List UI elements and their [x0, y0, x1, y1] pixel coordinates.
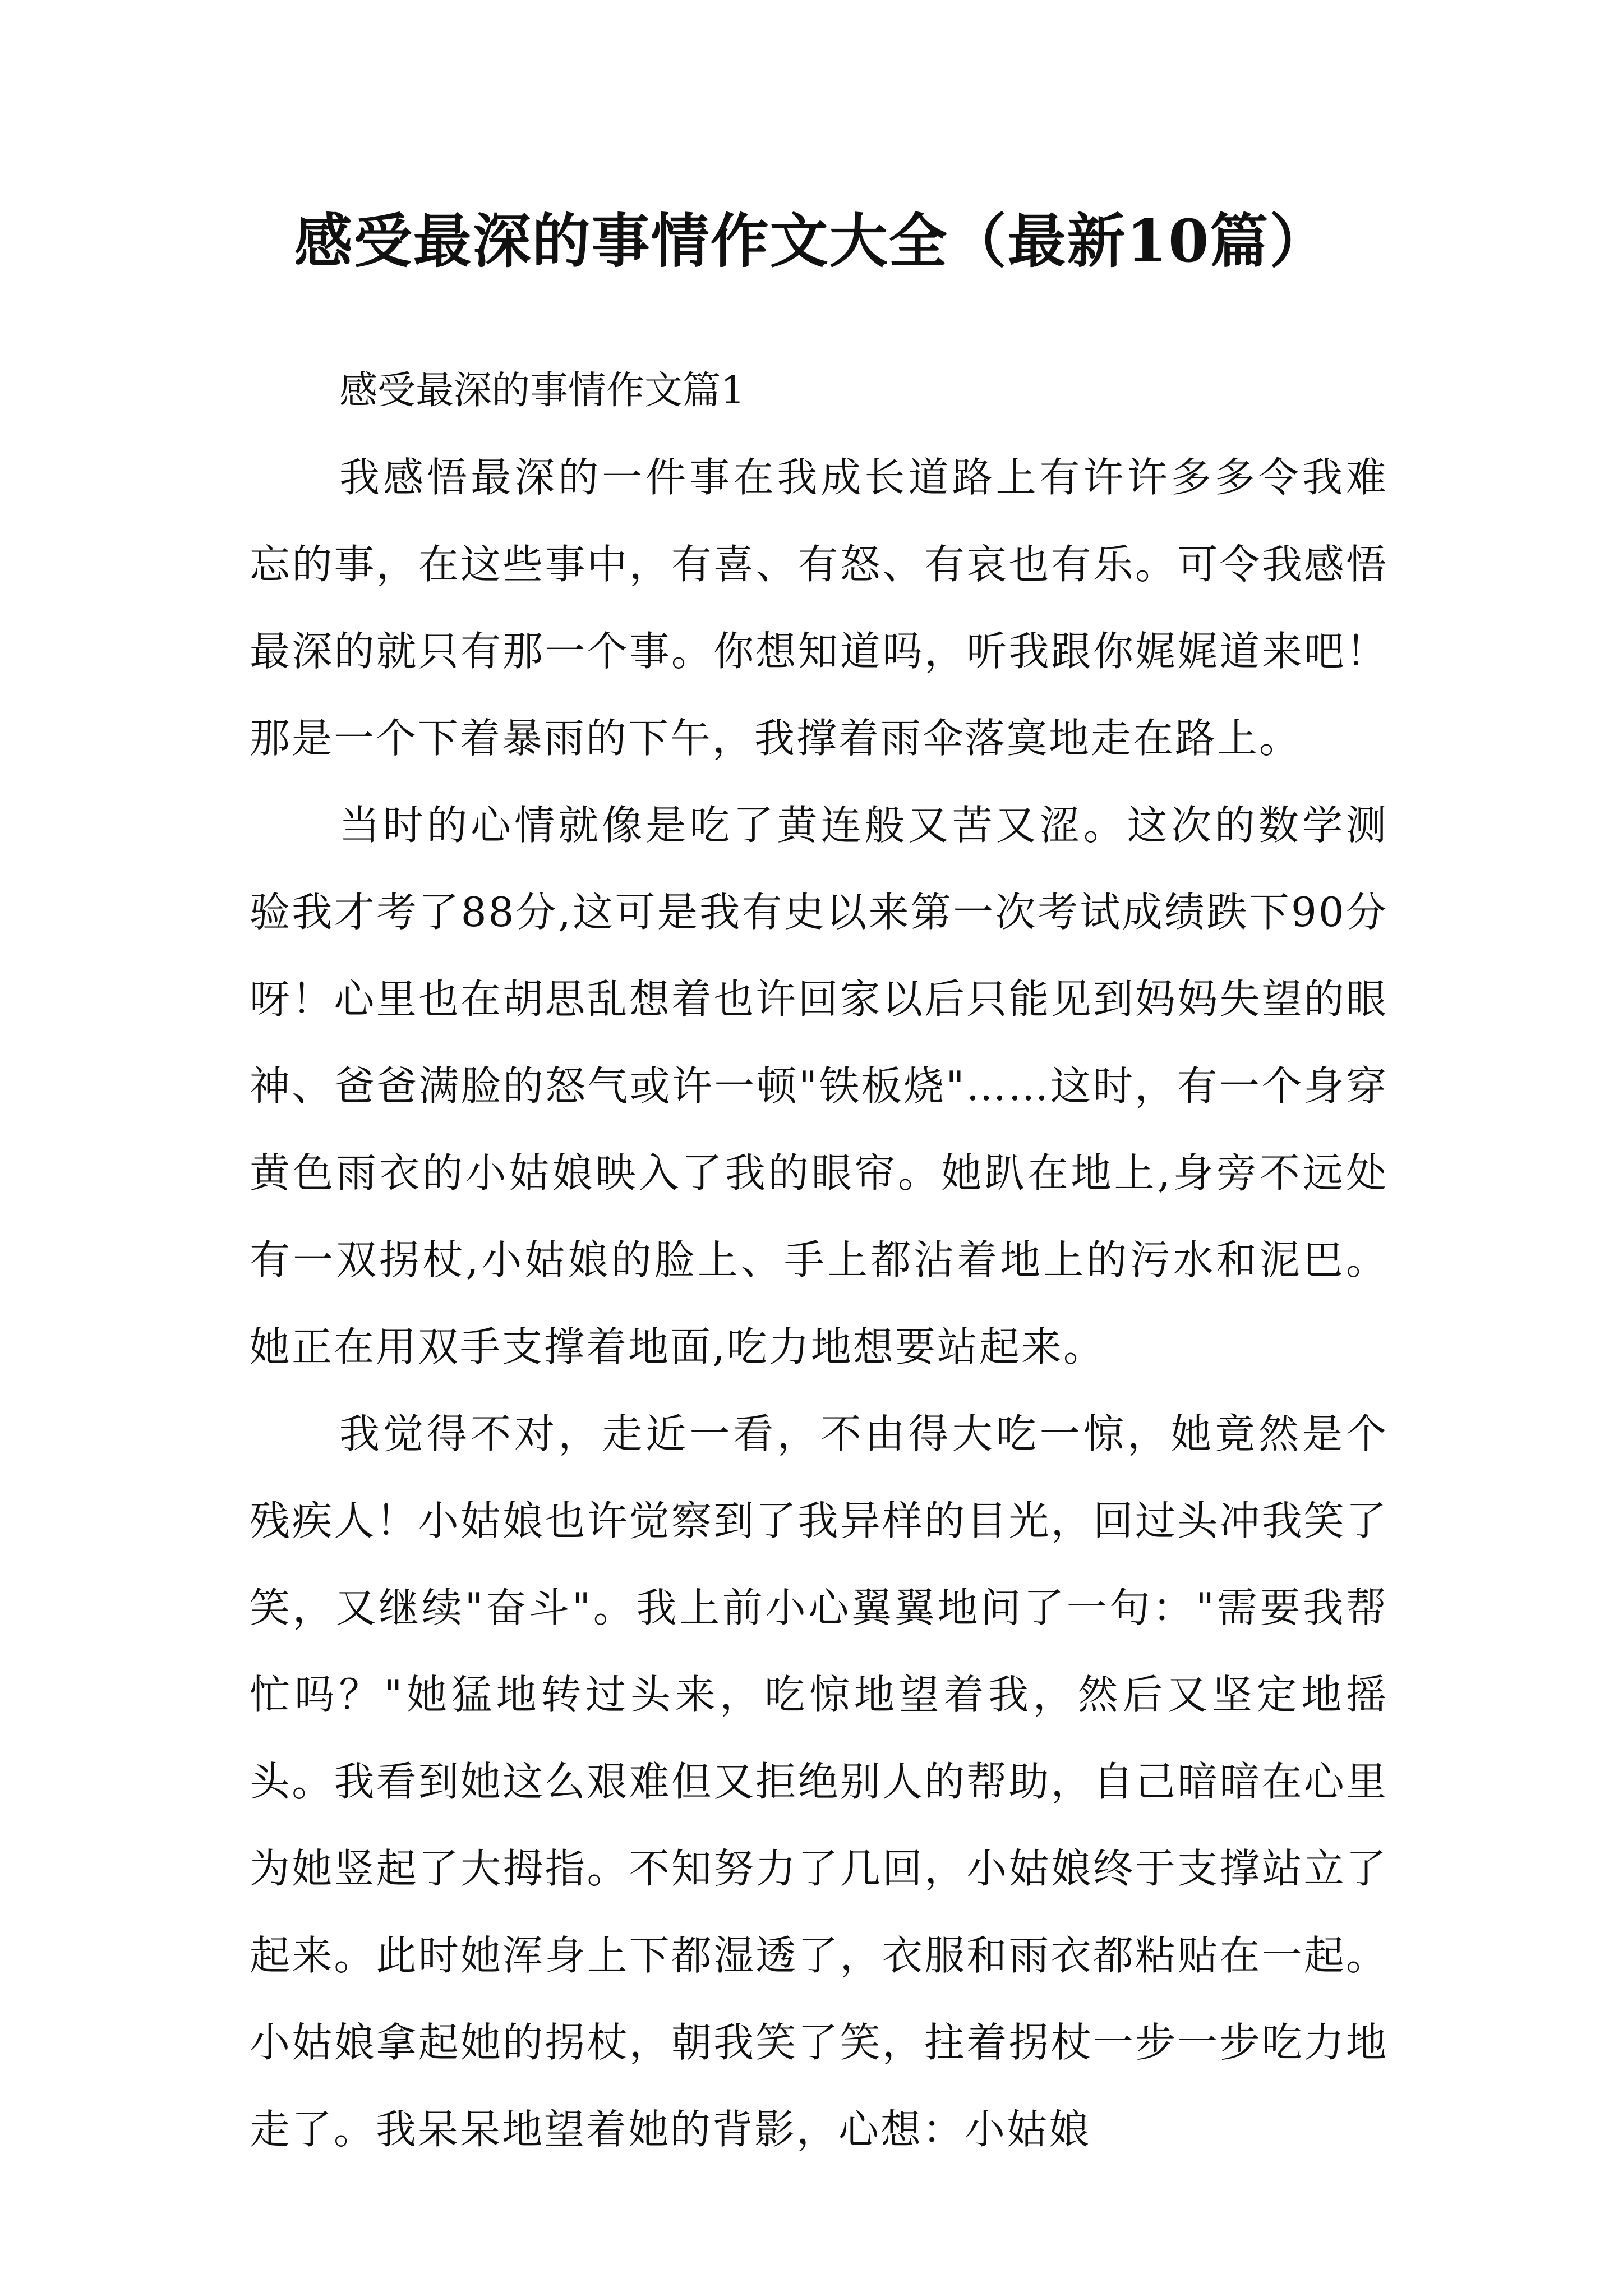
document-body — [250, 348, 1388, 2173]
paragraph-3: 我觉得不对，走近一看，不由得大吃一惊，她竟然是个残疾人！小姑娘也许觉察到了我异样的目光，回过头冲我笑了笑，又继续"奋斗"。我上前小心翼翼地问了一句："需要我帮忙吗？"她猛地转过头来，吃惊地望着我，然后又坚定地摇头。我看到她这么艰难但又拒绝别人的帮助，自己暗暗在心里为她竖起了大拇指。不知努力了几回，小姑娘终于支撑站立了起来。此时她浑身上下都湿透了，衣服和雨衣都粘贴在一起。小姑娘拿起她的拐杖，朝我笑了笑，拄着拐杖一步一步吃力地走了。我呆呆地望着她的背影，心想：小姑娘 — [250, 1410, 1388, 2153]
paragraph-2: 当时的心情就像是吃了黄连般又苦又涩。这次的数学测验我才考了88分,这可是我有史以来第一次考试成绩跌下90分呀！心里也在胡思乱想着也许回家以后只能见到妈妈失望的眼神、爸爸满脸的怒气或许一顿"铁板烧"……这时，有一个身穿黄色雨衣的小姑娘映入了我的眼帘。她趴在地上,身旁不远处有一双拐杖,小姑娘的脸上、手上都沾着地上的污水和泥巴。她正在用双手支撑着地面,吃力地想要站起来。 — [250, 802, 1388, 1370]
section-heading: 感受最深的事情作文篇1 — [339, 369, 745, 413]
paragraph-1: 我感悟最深的一件事在我成长道路上有许许多多令我难忘的事，在这些事中，有喜、有怒、有哀也有乐。可令我感悟最深的就只有那一个事。你想知道吗，听我跟你娓娓道来吧！那是一个下着暴雨的下午，我撑着雨伞落寞地走在路上。 — [250, 454, 1388, 762]
document-title: 感受最深的事情作文大全（最新10篇） — [294, 206, 1329, 275]
